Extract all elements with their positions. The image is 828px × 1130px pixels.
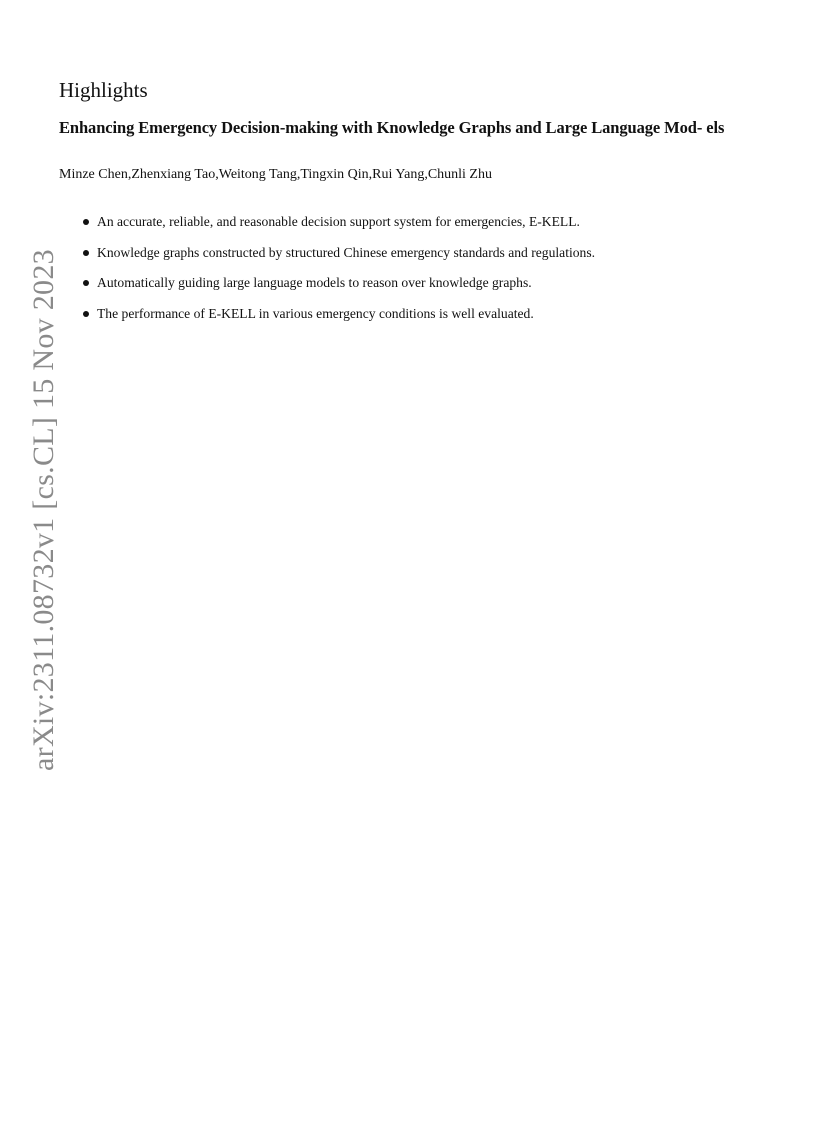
bullet-icon (83, 311, 89, 317)
highlight-text: Knowledge graphs constructed by structured Chinese emergency standards and regulations. (97, 244, 596, 260)
highlight-text: The performance of E-KELL in various emergency conditions is well evaluated. (97, 305, 534, 321)
highlight-item (82, 274, 782, 305)
highlights-list (82, 213, 782, 335)
author-list: Minze Chen,Zhenxiang Tao,Weitong Tang,Tingxin Qin,Rui Yang,Chunli Zhu (59, 167, 492, 182)
bullet-icon (83, 280, 89, 286)
highlight-text: Automatically guiding large language models to reason over knowledge graphs. (97, 275, 532, 290)
highlight-item (82, 305, 782, 336)
arxiv-identifier-stamp: arXiv:2311.08732v1 [cs.CL] 15 Nov 2023 (27, 249, 60, 771)
highlight-item (82, 244, 782, 275)
highlight-text: An accurate, reliable, and reasonable decision support system for emergencies, E-KELL. (97, 214, 580, 229)
paper-title-text: Enhancing Emergency Decision-making with Knowledge Graphs and Large Language Mod- els (59, 118, 725, 137)
bullet-icon (83, 219, 89, 225)
bullet-icon (83, 250, 89, 256)
paper-title (59, 118, 774, 137)
highlight-item (82, 213, 782, 244)
section-heading: Highlights (59, 78, 148, 102)
